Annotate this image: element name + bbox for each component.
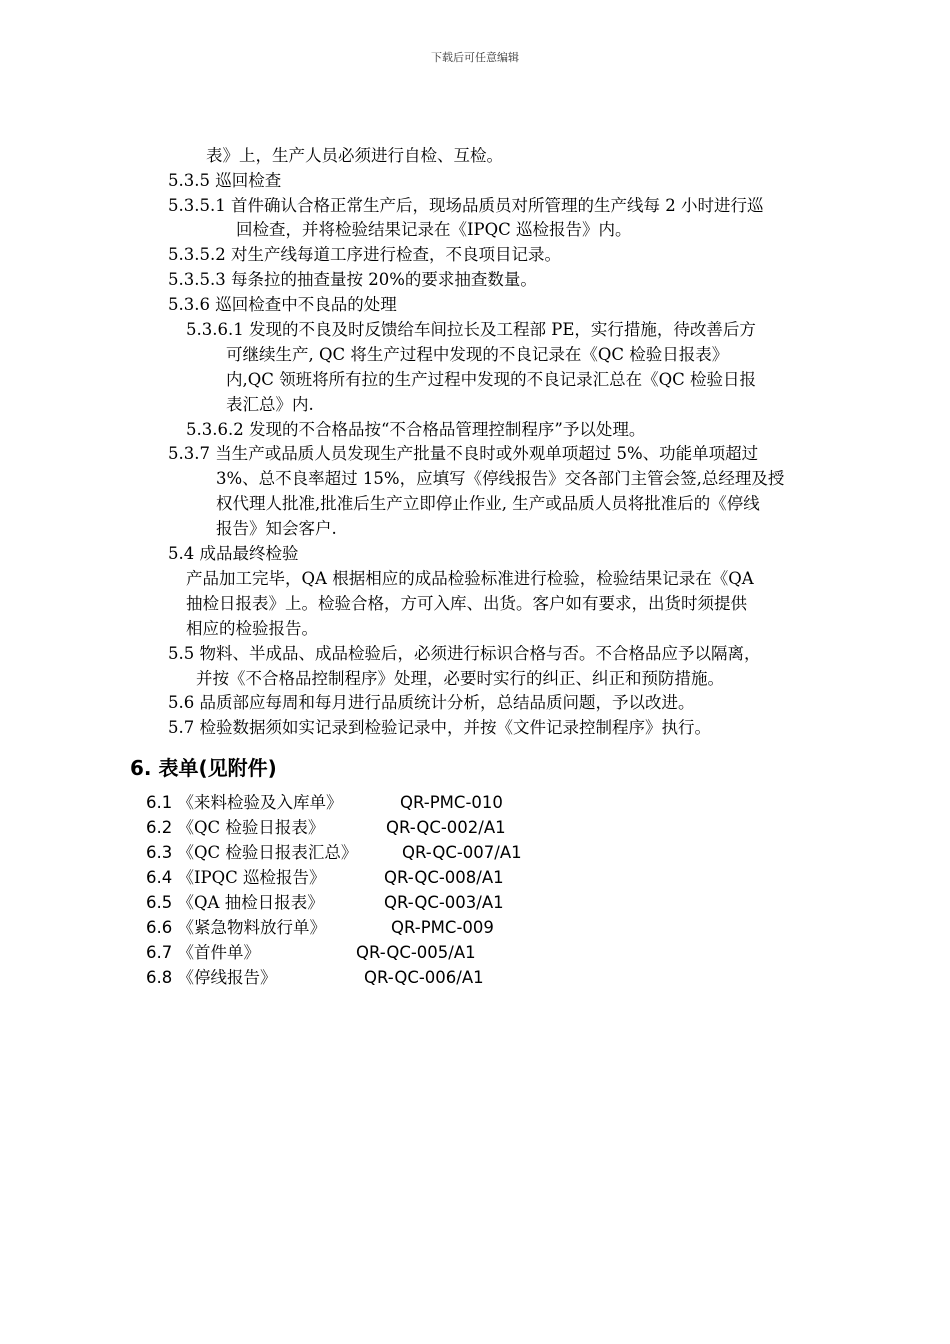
text-line: 可继续生产, QC 将生产过程中发现的不良记录在《QC 检验日报表》 — [226, 345, 729, 364]
text-line: 5.3.6.1 发现的不良及时反馈给车间拉长及工程部 PE，实行措施，待改善后方 — [186, 320, 756, 339]
form-number: 6.8 — [146, 968, 173, 987]
form-list-item — [146, 867, 504, 889]
text-line: 5.7 检验数据须如实记录到检验记录中，并按《文件记录控制程序》执行。 — [168, 718, 711, 737]
form-name: 《停线报告》 — [177, 968, 277, 987]
form-code: QR-PMC-010 — [400, 793, 503, 812]
form-name: 《QC 检验日报表汇总》 — [177, 843, 358, 862]
text-line: 表》上，生产人员必须进行自检、互检。 — [206, 146, 503, 165]
form-name: 《IPQC 巡检报告》 — [177, 868, 326, 887]
form-code: QR-QC-007/A1 — [402, 843, 522, 862]
form-number: 6.5 — [146, 893, 173, 912]
text-line: 权代理人批准,批准后生产立即停止作业, 生产或品质人员将批准后的《停线 — [216, 494, 760, 513]
text-line: 5.3.7 当生产或品质人员发现生产批量不良时或外观单项超过 5%、功能单项超过 — [168, 444, 759, 463]
form-number: 6.6 — [146, 918, 173, 937]
text-line: 抽检日报表》上。检验合格，方可入库、出货。客户如有要求，出货时须提供 — [186, 594, 747, 613]
text-line: 表汇总》内. — [226, 395, 314, 414]
page-header: 下载后可任意编辑 — [431, 51, 519, 64]
text-line: 5.5 物料、半成品、成品检验后，必须进行标识合格与否。不合格品应予以隔离， — [168, 644, 761, 663]
form-number: 6.2 — [146, 818, 173, 837]
form-list-item — [146, 792, 503, 814]
text-line: 5.3.5.2 对生产线每道工序进行检查，不良项目记录。 — [168, 245, 561, 264]
text-line: 报告》知会客户. — [216, 519, 337, 538]
form-number: 6.1 — [146, 793, 173, 812]
text-line: 产品加工完毕，QA 根据相应的成品检验标准进行检验，检验结果记录在《QA — [186, 569, 754, 588]
form-list-item — [146, 817, 506, 839]
text-line: 相应的检验报告。 — [186, 619, 318, 638]
text-line: 回检查，并将检验结果记录在《IPQC 巡检报告》内。 — [236, 220, 632, 239]
form-list-item — [146, 942, 476, 964]
form-name: 《紧急物料放行单》 — [177, 918, 326, 937]
form-code: QR-PMC-009 — [391, 918, 494, 937]
text-line: 并按《不合格品控制程序》处理，必要时实行的纠正、纠正和预防措施。 — [196, 669, 724, 688]
section-5-3-5-heading: 5.3.5 巡回检查 — [168, 171, 282, 190]
text-line: 5.3.5.1 首件确认合格正常生产后，现场品质员对所管理的生产线每 2 小时进行巡 — [168, 196, 764, 215]
text-line: 5.3.6.2 发现的不合格品按“不合格品管理控制程序”予以处理。 — [186, 420, 646, 439]
form-code: QR-QC-006/A1 — [364, 968, 484, 987]
text-line: 3%、总不良率超过 15%，应填写《停线报告》交各部门主管会签,总经理及授 — [216, 469, 785, 488]
form-code: QR-QC-008/A1 — [384, 868, 504, 887]
form-name: 《首件单》 — [177, 943, 260, 962]
text-line: 5.3.5.3 每条拉的抽查量按 20%的要求抽查数量。 — [168, 270, 537, 289]
form-code: QR-QC-005/A1 — [356, 943, 476, 962]
text-line: 内,QC 领班将所有拉的生产过程中发现的不良记录汇总在《QC 检验日报 — [226, 370, 757, 389]
section-5-4-heading: 5.4 成品最终检验 — [168, 544, 299, 563]
section-5-3-6-heading: 5.3.6 巡回检查中不良品的处理 — [168, 295, 397, 314]
form-number: 6.7 — [146, 943, 173, 962]
section-6-title: 6. 表单(见附件) — [130, 756, 277, 780]
form-name: 《QA 抽检日报表》 — [177, 893, 324, 912]
form-name: 《QC 检验日报表》 — [177, 818, 325, 837]
form-list-item — [146, 917, 494, 939]
form-code: QR-QC-002/A1 — [386, 818, 506, 837]
form-number: 6.4 — [146, 868, 173, 887]
form-code: QR-QC-003/A1 — [384, 893, 504, 912]
form-list-item — [146, 842, 522, 864]
form-number: 6.3 — [146, 843, 173, 862]
form-name: 《来料检验及入库单》 — [177, 793, 343, 812]
form-list-item — [146, 892, 504, 914]
text-line: 5.6 品质部应每周和每月进行品质统计分析，总结品质问题，予以改进。 — [168, 693, 695, 712]
form-list-item — [146, 967, 484, 989]
